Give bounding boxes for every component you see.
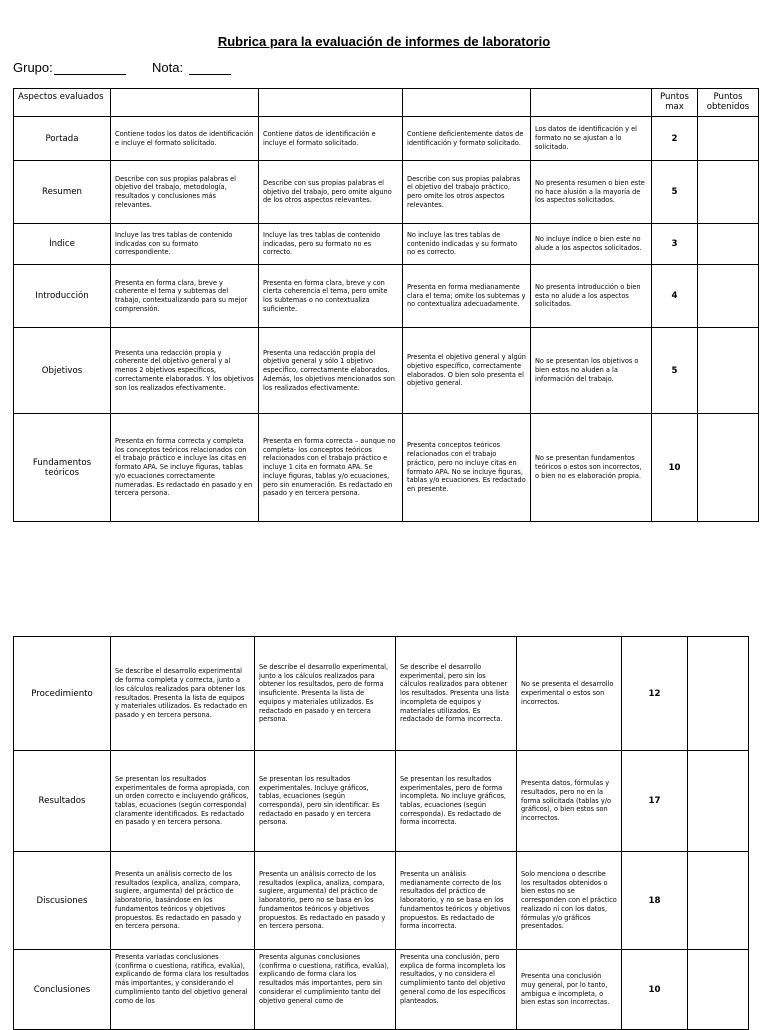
grupo-field <box>13 60 126 75</box>
criteria-cell: Se describe el desarrollo experimental de forma completa y correcta, junto a los cálculos realizados para obtener los resultados. Presenta la lista de equipos y materiales utilizados. Es redactado en pasado y en tercera persona. <box>111 637 255 751</box>
max-points-cell: 12 <box>622 637 688 751</box>
rubric-table-1 <box>13 88 759 522</box>
header-empty-3 <box>403 89 531 117</box>
criteria-cell: Presenta algunas conclusiones (confirma o cuestiona, ratifica, evalúa), explicando de forma clara los resultados más importantes, pero sin considerar el cumplimiento tanto del objetivo general como de <box>255 950 396 1030</box>
criteria-cell: Presenta en forma medianamente clara el tema; omite los subtemas y no contextualiza adecuadamente. <box>403 265 531 328</box>
criteria-cell: Presenta un análisis correcto de los resultados (explica, analiza, compara, sugiere, argumenta) del práctico de laboratorio, basándose en los fundamentos teóricos y objetivos propuestos. Es redactado en pasado y en tercera persona. <box>111 852 255 950</box>
criteria-cell: Se presentan los resultados experimentales. Incluye gráficos, tablas, ecuaciones (según corresponda), pero sin identificar. Es redactado en pasado y en tercera persona. <box>255 751 396 852</box>
aspect-cell: Objetivos <box>14 328 111 414</box>
obtained-points-cell[interactable] <box>688 751 749 852</box>
header-empty-2 <box>259 89 403 117</box>
nota-label: Nota: <box>152 60 184 75</box>
criteria-cell: Incluye las tres tablas de contenido indicadas, pero su formato no es correcto. <box>259 224 403 265</box>
criteria-cell: No presenta resumen o bien este no hace alusión a la mayoría de los aspectos solicitados. <box>531 161 652 224</box>
criteria-cell: No incluye las tres tablas de contenido indicadas y su formato no es correcto. <box>403 224 531 265</box>
criteria-cell: Presenta un análisis correcto de los resultados (explica, analiza, compara, sugiere, argumenta) del práctico de laboratorio, pero no se basa en los fundamentos teóricos y objetivos propuestos. Es redactado en pasado y en tercera persona. <box>255 852 396 950</box>
aspect-cell: Índice <box>14 224 111 265</box>
aspect-cell: Introducción <box>14 265 111 328</box>
criteria-cell: Contiene deficientemente datos de identificación y formato solicitado. <box>403 117 531 161</box>
header-empty-1 <box>111 89 259 117</box>
criteria-cell: Presenta un análisis medianamente correcto de los resultados del práctico de laboratorio, y no se basa en los fundamentos teóricos y objetivos propuestos. Es redactado de forma incorrecta. <box>396 852 517 950</box>
max-points-cell: 17 <box>622 751 688 852</box>
criteria-cell: Presenta en forma clara, breve y coherente el tema y subtemas del trabajo, contextualizando para su mejor comprensión. <box>111 265 259 328</box>
grupo-blank-line <box>54 62 126 75</box>
nota-field <box>152 60 231 75</box>
aspect-cell: Resultados <box>14 751 111 852</box>
aspect-cell: Resumen <box>14 161 111 224</box>
max-points-cell: 5 <box>652 161 698 224</box>
table-row <box>14 852 749 950</box>
criteria-cell: Describe con sus propias palabras el objetivo del trabajo, metodología, resultados y conclusiones más relevantes. <box>111 161 259 224</box>
criteria-cell: Incluye las tres tablas de contenido indicadas con su formato correspondiente. <box>111 224 259 265</box>
obtained-points-cell[interactable] <box>698 161 759 224</box>
table-row <box>14 751 749 852</box>
criteria-cell: Se presentan los resultados experimentales de forma apropiada, con un orden correcto e incluyendo gráficos, tablas, ecuaciones (según corresponda) claramente identificados. Es redactado en pasado y en tercera persona. <box>111 751 255 852</box>
criteria-cell: Presenta conceptos teóricos relacionados con el trabajo práctico, pero no incluye citas en formato APA. No se incluye figuras, tablas y/o ecuaciones. Es redactado en presente. <box>403 414 531 522</box>
obtained-points-cell[interactable] <box>698 328 759 414</box>
max-points-cell: 3 <box>652 224 698 265</box>
header-aspect: Aspectos evaluados <box>14 89 111 117</box>
criteria-cell: Describe con sus propias palabras el objetivo del trabajo, pero omite alguno de los otros aspectos relevantes. <box>259 161 403 224</box>
rubric-table-2 <box>13 636 749 1030</box>
criteria-cell: Describe con sus propias palabras el objetivo del trabajo práctico, pero omite los otros aspectos relevantes. <box>403 161 531 224</box>
nota-blank-line <box>189 62 231 75</box>
criteria-cell: Los datos de identificación y el formato no se ajustan a lo solicitado. <box>531 117 652 161</box>
table-row <box>14 328 759 414</box>
criteria-cell: Presenta datos, fórmulas y resultados, pero no en la forma solicitada (tablas y/o gráficos), o bien estos son incorrectos. <box>517 751 622 852</box>
max-points-cell: 18 <box>622 852 688 950</box>
criteria-cell: Se describe el desarrollo experimental, pero sin los cálculos realizados para obtener los resultados. Presenta una lista incompleta de equipos y materiales utilizados. Es redactado de forma incorrecta. <box>396 637 517 751</box>
table-row <box>14 161 759 224</box>
criteria-cell: Presenta una conclusión, pero explica de forma incompleta los resultados, y no considera el cumplimiento tanto del objetivo general como de los específicos planteados. <box>396 950 517 1030</box>
criteria-cell: Presenta el objetivo general y algún objetivo específico, correctamente elaborados. O bien solo presenta el objetivo general. <box>403 328 531 414</box>
criteria-cell: No presenta introducción o bien esta no alude a los aspectos solicitados. <box>531 265 652 328</box>
obtained-points-cell[interactable] <box>698 224 759 265</box>
max-points-cell: 4 <box>652 265 698 328</box>
criteria-cell: Presenta una redacción propia y coherente del objetivo general y al menos 2 objetivos específicos, correctamente elaborados. Y los objetivos son los realizados efectivamente. <box>111 328 259 414</box>
criteria-cell: Se describe el desarrollo experimental, junto a los cálculos realizados para obtener los resultados, pero de forma insuficiente. Presenta la lista de equipos y materiales utilizados. Es redactado en pasado y en tercera persona. <box>255 637 396 751</box>
header-row <box>14 89 759 117</box>
aspect-cell: Portada <box>14 117 111 161</box>
grupo-label: Grupo: <box>13 60 53 75</box>
table-row <box>14 637 749 751</box>
criteria-cell: No se presentan los objetivos o bien estos no aluden a la información del trabajo. <box>531 328 652 414</box>
criteria-cell: Contiene datos de identificación e incluye el formato solicitado. <box>259 117 403 161</box>
aspect-cell: Conclusiones <box>14 950 111 1030</box>
table-row <box>14 414 759 522</box>
obtained-points-cell[interactable] <box>688 852 749 950</box>
table-row <box>14 117 759 161</box>
aspect-cell: Discusiones <box>14 852 111 950</box>
header-obtained: Puntos obtenidos <box>698 89 759 117</box>
obtained-points-cell[interactable] <box>698 265 759 328</box>
criteria-cell: Presenta una conclusión muy general, por lo tanto, ambigua e incompleta, o bien estas son incorrectas. <box>517 950 622 1030</box>
max-points-cell: 10 <box>622 950 688 1030</box>
criteria-cell: Se presentan los resultados experimentales, pero de forma incompleta. No incluye gráficos, tablas, ecuaciones (según corresponda). Es redactado de forma incorrecta. <box>396 751 517 852</box>
obtained-points-cell[interactable] <box>688 950 749 1030</box>
criteria-cell: Presenta una redacción propia del objetivo general y sólo 1 objetivo específico, correctamente elaborados. Además, los objetivos mencionados son los realizados efectivamente. <box>259 328 403 414</box>
table-row <box>14 950 749 1030</box>
aspect-cell: Fundamentos teóricos <box>14 414 111 522</box>
header-empty-4 <box>531 89 652 117</box>
criteria-cell: Solo menciona o describe los resultados obtenidos o bien estos no se corresponden con el práctico realizado ni con los datos, fórmulas y/o gráficos presentados. <box>517 852 622 950</box>
aspect-cell: Procedimiento <box>14 637 111 751</box>
document-title: Rubrica para la evaluación de informes de laboratorio <box>217 34 551 49</box>
obtained-points-cell[interactable] <box>688 637 749 751</box>
table-row <box>14 224 759 265</box>
criteria-cell: Contiene todos los datos de identificación e incluye el formato solicitado. <box>111 117 259 161</box>
criteria-cell: Presenta en forma clara, breve y con cierta coherencia el tema, pero omite los subtemas o no contextualiza suficiente. <box>259 265 403 328</box>
max-points-cell: 5 <box>652 328 698 414</box>
table-row <box>14 265 759 328</box>
criteria-cell: No se presenta el desarrollo experimental o estos son incorrectos. <box>517 637 622 751</box>
criteria-cell: No se presentan fundamentos teóricos o estos son incorrectos, o bien no es elaboración propia. <box>531 414 652 522</box>
obtained-points-cell[interactable] <box>698 117 759 161</box>
criteria-cell: No incluye índice o bien este no alude a los aspectos solicitados. <box>531 224 652 265</box>
max-points-cell: 10 <box>652 414 698 522</box>
criteria-cell: Presenta en forma correcta y completa los conceptos teóricos relacionados con el trabajo práctico e incluye las citas en formato APA. Se incluye figuras, tablas y/o ecuaciones correctamente numeradas. Es redactado en pasado y en tercera persona. <box>111 414 259 522</box>
max-points-cell: 2 <box>652 117 698 161</box>
criteria-cell: Presenta variadas conclusiones (confirma o cuestiona, ratifica, evalúa), explicando de forma clara los resultados más importantes, y considerando el cumplimiento tanto del objetivo general como de los <box>111 950 255 1030</box>
obtained-points-cell[interactable] <box>698 414 759 522</box>
header-max: Puntos max <box>652 89 698 117</box>
criteria-cell: Presenta en forma correcta – aunque no completa- los conceptos teóricos relacionados con el trabajo práctico e incluye 1 cita en formato APA. Se incluye figuras, tablas y/o ecuaciones, pero sin enumeración. Es redactado en pasado y en tercera persona. <box>259 414 403 522</box>
